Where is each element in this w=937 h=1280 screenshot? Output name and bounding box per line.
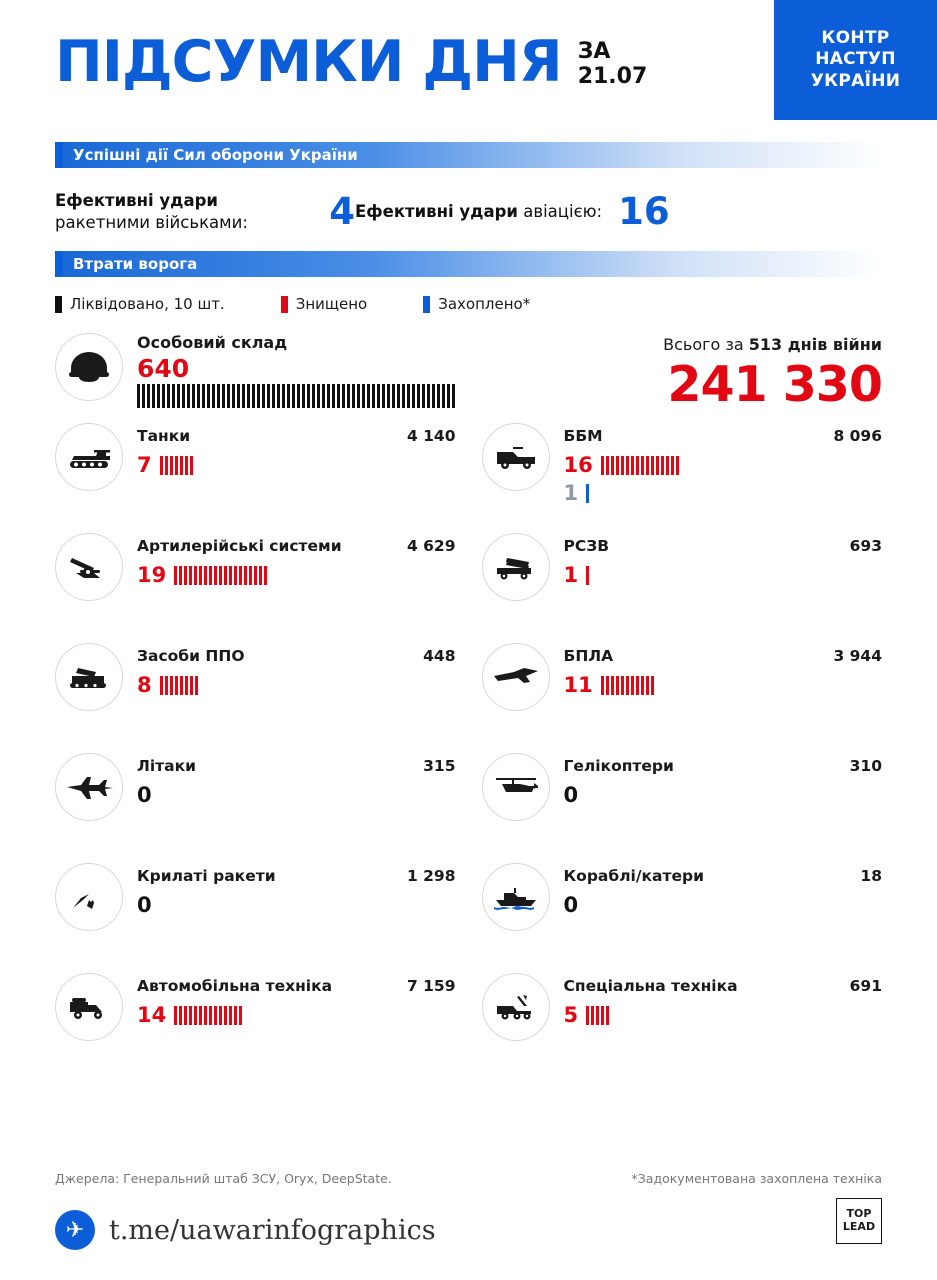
loss-item-name: Гелікоптери bbox=[563, 757, 674, 775]
loss-item-body bbox=[137, 973, 456, 1027]
loss-item-head bbox=[564, 867, 883, 885]
loss-item-body bbox=[564, 423, 883, 505]
drone-icon bbox=[482, 643, 550, 711]
loss-item-total: 448 bbox=[423, 647, 456, 665]
loss-item-daily-row bbox=[564, 893, 883, 917]
legend bbox=[55, 277, 882, 323]
loss-item-total: 693 bbox=[849, 537, 882, 555]
personnel-name: Особовий склад bbox=[137, 333, 288, 352]
legend-item-eliminated bbox=[55, 295, 225, 313]
date-prefix: ЗА bbox=[577, 39, 611, 64]
legend-item-captured bbox=[423, 295, 530, 313]
loss-item-total: 310 bbox=[849, 757, 882, 775]
loss-item-daily-row bbox=[137, 563, 456, 587]
logo-line-1: КОНТР bbox=[821, 28, 890, 49]
loss-item-daily-row bbox=[564, 1003, 883, 1027]
strike-aviation bbox=[355, 190, 670, 233]
strike-label-bold-2: Ефективні удари bbox=[355, 201, 518, 221]
loss-item-head bbox=[137, 757, 456, 775]
loss-item-total: 4 140 bbox=[406, 427, 456, 445]
loss-item-body bbox=[137, 533, 456, 587]
strike-label-rest-1: ракетними військами: bbox=[55, 212, 248, 232]
loss-item-daily-row bbox=[564, 673, 883, 697]
footer-notes bbox=[55, 1171, 882, 1186]
total-label-prefix: Всього за bbox=[663, 335, 749, 354]
loss-item-total: 8 096 bbox=[833, 427, 882, 445]
legend-label-eliminated: Ліквідовано, 10 шт. bbox=[70, 295, 225, 313]
loss-item-daily-destroyed: 5 bbox=[563, 1003, 579, 1027]
legend-label-destroyed: Знищено bbox=[295, 295, 368, 313]
loss-item-name: Автомобільна техніка bbox=[137, 977, 333, 995]
strike-value-aviation: 16 bbox=[618, 190, 670, 233]
personnel-body bbox=[137, 333, 663, 408]
loss-item-total: 18 bbox=[860, 867, 882, 885]
loss-item-body bbox=[564, 863, 883, 917]
loss-item-daily-destroyed: 11 bbox=[563, 673, 593, 697]
loss-item-name: ББМ bbox=[563, 427, 603, 445]
loss-item-daily-destroyed: 0 bbox=[563, 893, 579, 917]
loss-item-head bbox=[564, 757, 883, 775]
loss-item-6 bbox=[482, 643, 883, 753]
loss-item-tally-destroyed bbox=[601, 456, 679, 475]
logo-line-2: НАСТУП bbox=[815, 49, 896, 70]
toplead-line-2: LEAD bbox=[842, 1220, 876, 1233]
strike-label-missile bbox=[55, 190, 313, 232]
mlrs-icon bbox=[482, 533, 550, 601]
page-title: ПІДСУМКИ ДНЯ bbox=[55, 29, 562, 95]
brand-logo bbox=[774, 0, 937, 120]
loss-item-total: 3 944 bbox=[833, 647, 882, 665]
section-header-successes bbox=[55, 142, 882, 168]
loss-item-daily-destroyed: 8 bbox=[137, 673, 152, 697]
loss-item-body bbox=[137, 753, 456, 807]
loss-item-total: 7 159 bbox=[406, 977, 456, 995]
loss-item-tally-captured bbox=[586, 484, 589, 503]
loss-item-daily-destroyed: 1 bbox=[563, 563, 579, 587]
loss-item-daily-row bbox=[137, 1003, 456, 1027]
loss-item-9 bbox=[55, 863, 456, 973]
telegram-link[interactable]: t.me/uawarinfographics bbox=[109, 1214, 436, 1246]
loss-item-tally-destroyed bbox=[586, 566, 589, 585]
loss-item-name: Кораблі/катери bbox=[563, 867, 704, 885]
strike-label-bold-1: Ефективні удари bbox=[55, 191, 218, 211]
loss-item-tally-destroyed bbox=[174, 1006, 242, 1025]
loss-item-total: 315 bbox=[423, 757, 456, 775]
section-accent-2 bbox=[55, 251, 63, 277]
loss-item-total: 1 298 bbox=[406, 867, 456, 885]
legend-swatch-black bbox=[55, 296, 62, 313]
loss-item-head bbox=[137, 867, 456, 885]
personnel-daily: 640 bbox=[137, 354, 190, 383]
strike-label-aviation bbox=[355, 201, 602, 222]
loss-item-2 bbox=[482, 423, 883, 533]
loss-item-daily-row bbox=[137, 453, 456, 477]
sam-icon bbox=[55, 643, 123, 711]
loss-item-name: Спеціальна техніка bbox=[563, 977, 738, 995]
captured-note: *Задокументована захоплена техніка bbox=[631, 1171, 882, 1186]
sources-text: Джерела: Генеральний штаб ЗСУ, Oryx, DeepState. bbox=[55, 1171, 392, 1186]
loss-item-tally-destroyed bbox=[174, 566, 267, 585]
strike-missile-troops bbox=[55, 190, 355, 233]
helicopter-icon bbox=[482, 753, 550, 821]
howitzer-icon bbox=[55, 533, 123, 601]
loss-item-body bbox=[564, 753, 883, 807]
ship-icon bbox=[482, 863, 550, 931]
loss-item-name: Літаки bbox=[137, 757, 197, 775]
loss-item-daily-row bbox=[564, 563, 883, 587]
cruise-missile-icon bbox=[55, 863, 123, 931]
loss-item-3 bbox=[55, 533, 456, 643]
truck-icon bbox=[55, 973, 123, 1041]
loss-item-tally-destroyed bbox=[601, 676, 654, 695]
loss-item-7 bbox=[55, 753, 456, 863]
loss-item-daily-row bbox=[137, 673, 456, 697]
special-vehicle-icon bbox=[482, 973, 550, 1041]
loss-item-total: 691 bbox=[849, 977, 882, 995]
toplead-line-1: TOP bbox=[846, 1207, 872, 1221]
loss-item-body bbox=[564, 533, 883, 587]
loss-item-body bbox=[137, 863, 456, 917]
loss-item-body bbox=[564, 973, 883, 1027]
loss-item-daily-destroyed: 0 bbox=[137, 783, 152, 807]
footer-bottom bbox=[55, 1207, 882, 1250]
loss-item-captured-row bbox=[564, 481, 883, 505]
total-label-days: 513 днів війни bbox=[748, 335, 882, 354]
loss-item-body bbox=[137, 643, 456, 697]
loss-item-11 bbox=[55, 973, 456, 1083]
strikes-row bbox=[55, 168, 882, 239]
loss-item-daily-row bbox=[137, 783, 456, 807]
loss-item-tally-destroyed bbox=[160, 676, 198, 695]
loss-item-head bbox=[564, 427, 883, 445]
loss-item-head bbox=[137, 427, 456, 445]
loss-item-4 bbox=[482, 533, 883, 643]
total-block bbox=[663, 333, 882, 413]
legend-swatch-red bbox=[281, 296, 288, 313]
section-title-successes: Успішні дії Сил оборони України bbox=[73, 146, 358, 164]
date-value: 21.07 bbox=[577, 63, 648, 89]
loss-item-total: 4 629 bbox=[406, 537, 456, 555]
loss-item-head bbox=[137, 977, 456, 995]
total-label bbox=[663, 335, 882, 354]
section-accent bbox=[55, 142, 63, 168]
date-block bbox=[578, 40, 648, 89]
legend-item-destroyed bbox=[281, 295, 368, 313]
strike-value-missile: 4 bbox=[329, 190, 355, 233]
loss-item-name: Крилаті ракети bbox=[137, 867, 276, 885]
loss-item-name: РСЗВ bbox=[563, 537, 610, 555]
loss-item-daily-captured: 1 bbox=[563, 481, 579, 505]
loss-item-head bbox=[564, 977, 883, 995]
legend-label-captured: Захоплено* bbox=[438, 295, 531, 313]
loss-item-daily-row bbox=[137, 893, 456, 917]
tank-icon bbox=[55, 423, 123, 491]
loss-item-daily-destroyed: 0 bbox=[137, 893, 152, 917]
loss-item-head bbox=[564, 647, 883, 665]
loss-item-tally-destroyed bbox=[586, 1006, 609, 1025]
loss-item-10 bbox=[482, 863, 883, 973]
header bbox=[55, 0, 901, 130]
loss-item-body bbox=[564, 643, 883, 697]
loss-item-name: Танки bbox=[137, 427, 191, 445]
loss-item-5 bbox=[55, 643, 456, 753]
footer bbox=[55, 1171, 882, 1250]
loss-item-12 bbox=[482, 973, 883, 1083]
telegram-icon[interactable]: ✈ bbox=[55, 1210, 95, 1250]
loss-item-daily-destroyed: 16 bbox=[563, 453, 593, 477]
apc-icon bbox=[482, 423, 550, 491]
loss-item-name: Засоби ППО bbox=[137, 647, 245, 665]
loss-item-body bbox=[137, 423, 456, 477]
logo-line-3: УКРАЇНИ bbox=[810, 70, 901, 91]
personnel-row bbox=[55, 323, 882, 413]
strike-label-rest-2: авіацією: bbox=[518, 201, 603, 221]
title-row bbox=[55, 0, 882, 95]
loss-item-name: Артилерійські системи bbox=[137, 537, 342, 555]
loss-item-daily-row bbox=[564, 453, 883, 477]
loss-item-daily-destroyed: 0 bbox=[563, 783, 579, 807]
personnel-tally-marks bbox=[137, 384, 663, 408]
total-personnel-value: 241 330 bbox=[667, 356, 882, 413]
loss-item-head bbox=[564, 537, 883, 555]
losses-grid bbox=[55, 423, 882, 1083]
loss-item-daily-destroyed: 19 bbox=[137, 563, 167, 587]
loss-item-tally-destroyed bbox=[160, 456, 193, 475]
jet-icon bbox=[55, 753, 123, 821]
loss-item-head bbox=[137, 647, 456, 665]
loss-item-1 bbox=[55, 423, 456, 533]
loss-item-name: БПЛА bbox=[563, 647, 614, 665]
loss-item-head bbox=[137, 537, 456, 555]
loss-item-daily-destroyed: 7 bbox=[137, 453, 152, 477]
section-header-losses bbox=[55, 251, 882, 277]
section-title-losses: Втрати ворога bbox=[73, 255, 198, 273]
loss-item-8 bbox=[482, 753, 883, 863]
loss-item-daily-destroyed: 14 bbox=[137, 1003, 167, 1027]
helmet-icon bbox=[55, 333, 123, 401]
loss-item-daily-row bbox=[564, 783, 883, 807]
legend-swatch-blue bbox=[423, 296, 430, 313]
toplead-logo bbox=[836, 1198, 882, 1244]
